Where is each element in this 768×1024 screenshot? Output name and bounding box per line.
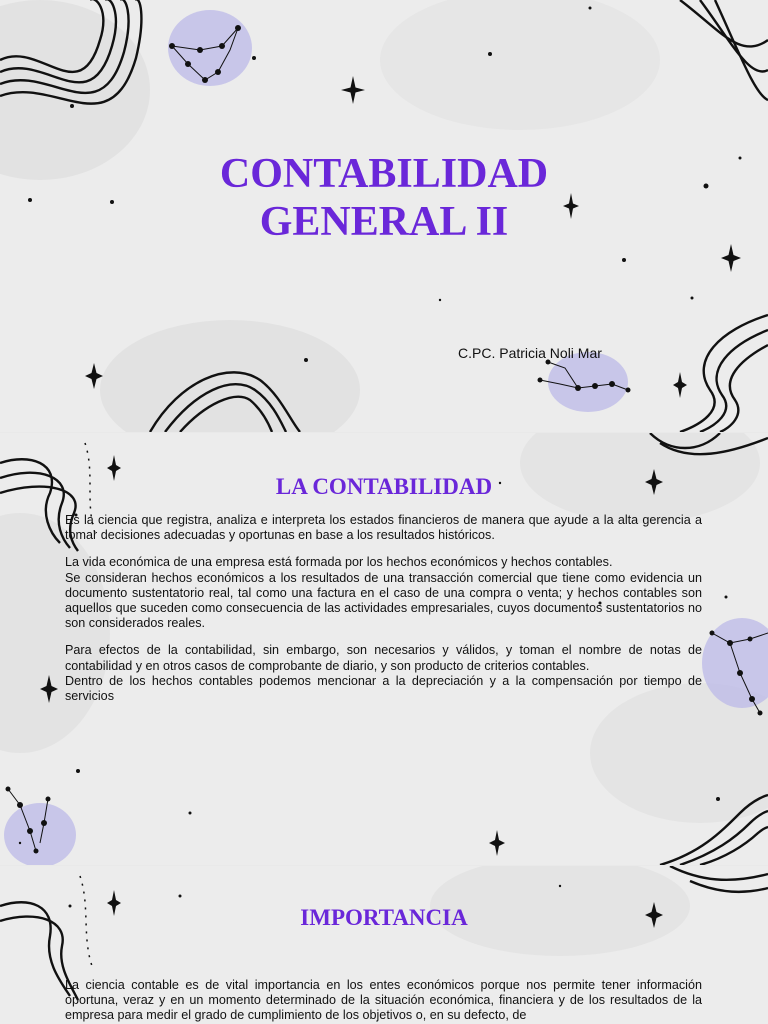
section-title-importancia: IMPORTANCIA	[300, 905, 468, 930]
slide-importancia	[0, 866, 768, 1024]
wave-lines-right	[680, 315, 768, 432]
paragraph: Dentro de los hechos contables podemos mencionar a la depreciación y a la compensación por tiempo de servicios	[65, 673, 702, 704]
wave-lines-right	[670, 866, 768, 892]
slide-title	[0, 0, 768, 432]
importancia-body	[65, 978, 702, 1024]
main-title-line2: GENERAL II	[259, 199, 509, 245]
wave-lines-top-right	[680, 0, 768, 100]
paragraph: Se consideran hechos económicos a los resultados de una transacción comercial que tiene como evidencia un documento sustentatorio real, tal como una factura en el caso de una compra o venta; y hechos contables son aquellos que suceden como consecuencia de las actividades empresariales, cuyos documentos sustentatorios no son considerados reales.	[65, 570, 702, 631]
contabilidad-body	[65, 513, 702, 716]
paragraph: Es la ciencia que registra, analiza e interpreta los estados financieros de manera que ayude a la alta gerencia a tomar decisiones adecuadas y oportunas en base a los resultados históricos.	[65, 513, 702, 543]
main-title-line1: CONTABILIDAD	[219, 151, 549, 197]
main-title	[0, 150, 768, 246]
section-title-contabilidad: LA CONTABILIDAD	[275, 474, 493, 499]
author-name: C.PC. Patricia Noli Mar	[458, 345, 602, 361]
slide-la-contabilidad	[0, 433, 768, 865]
paragraph: La vida económica de una empresa está formada por los hechos económicos y hechos contables.	[65, 555, 613, 570]
paragraph: Para efectos de la contabilidad, sin embargo, son necesarios y válidos, y toman el nombre de notas de contabilidad y en otros casos de comprobante de diario, y son producto de criterios contables.	[65, 643, 702, 673]
paragraph: La ciencia contable es de vital importancia en los entes económicos porque nos permite tener información oportuna, veraz y en un momento determinado de la situación económica, financiera y de los resultados de la empresa para medir el grado de cumplimiento de los objetivos o, en su defecto, de	[65, 978, 702, 1023]
